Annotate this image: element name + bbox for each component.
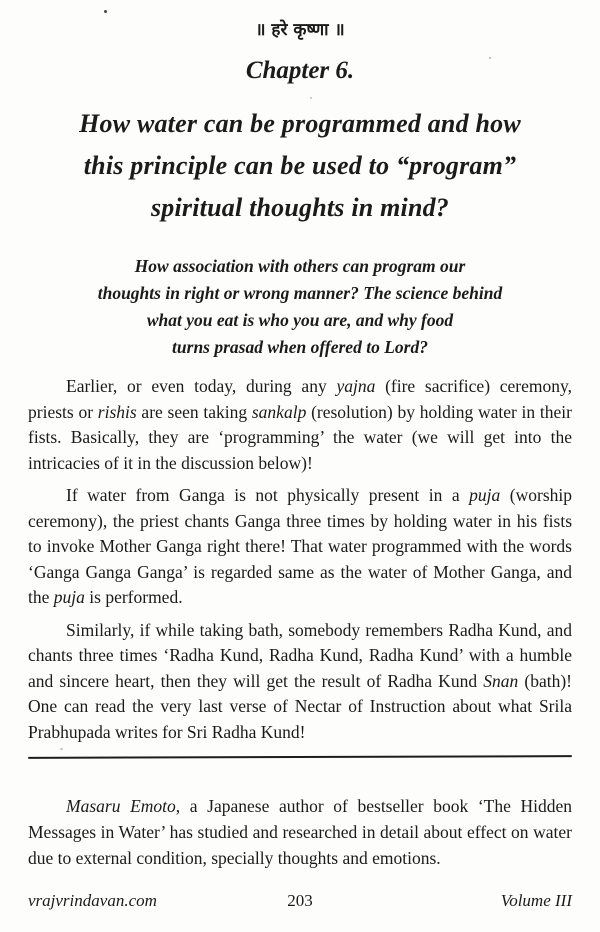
paragraph-ganga: If water from Ganga is not physically present in a puja (worship ceremony), the priest chants Ganga three times by holding water in his fists to invoke Mother Ganga right there! That water programmed with the words ‘Ganga Ganga Ganga’ is regarded same as the water of Mother Ganga, and the puja is performed. xyxy=(28,485,573,607)
page-footer xyxy=(28,891,572,911)
section-divider xyxy=(28,755,572,759)
scan-speck xyxy=(104,10,107,13)
paragraph-radha-kund: Similarly, if while taking bath, somebody remembers Radha Kund, and chants three times ‘Radha Kund, Radha Kund, Radha Kund’ with a humble and sincere heart, then they will get the result of Radha Kund Snan (bath)! One can read the very last verse of Nectar of Instruction about what Srila Prabhupada writes for Sri Radha Kund! xyxy=(28,619,572,742)
footnote-section xyxy=(28,793,572,871)
paragraph-masaru-emoto: Masaru Emoto, a Japanese author of bestseller book ‘The Hidden Messages in Water’ has studied and researched in detail about effect on water due to external condition, specially thoughts and emotions. xyxy=(28,796,572,868)
chapter-heading: Chapter 6. xyxy=(245,57,355,84)
footer-website: vrajvrindavan.com xyxy=(28,891,157,910)
chapter-title: How water can be programmed and how this principle can be used to “program” spiritual thoughts in mind? xyxy=(79,109,521,222)
page-number: 203 xyxy=(287,891,313,910)
scan-speck xyxy=(489,57,491,59)
chapter-subtitle: How association with others can program our thoughts in right or wrong manner? The science behind what you eat is who you are, and why food turns prasad when offered to Lord? xyxy=(97,256,503,357)
invocation-text: ॥ हरे कृष्णा ॥ xyxy=(255,20,345,40)
body-text xyxy=(28,374,572,745)
scan-speck xyxy=(60,748,63,750)
footer-volume: Volume III xyxy=(500,891,572,910)
scan-speck xyxy=(310,97,312,99)
paragraph-yajna: Earlier, or even today, during any yajna (fire sacrifice) ceremony, priests or rishis are seen taking sankalp (resolution) by holding water in their fists. Basically, they are ‘programming’ the water (we will get into the intricacies of it in the discussion below)! xyxy=(28,376,572,473)
